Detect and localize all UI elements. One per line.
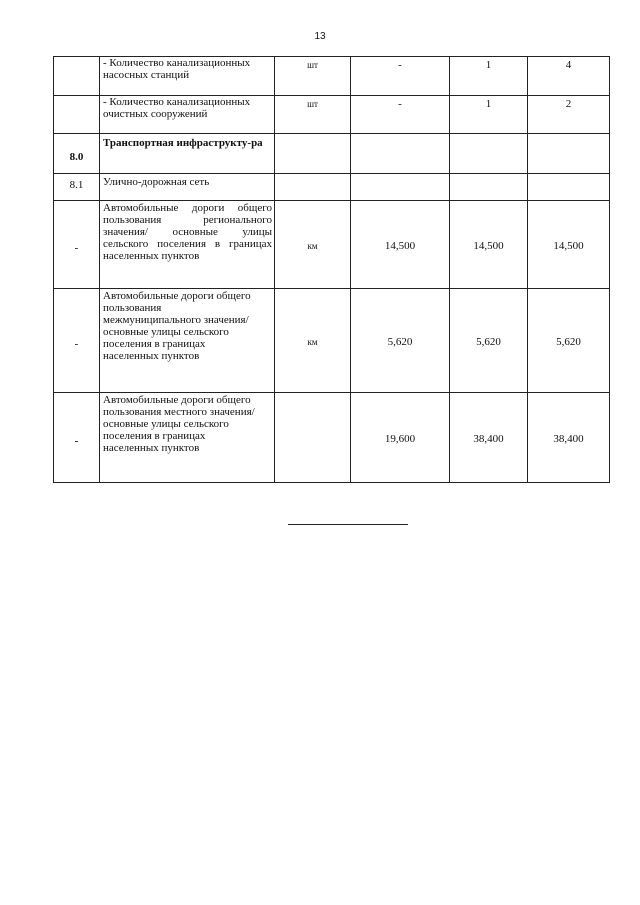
table-row bbox=[54, 57, 610, 96]
row-value-2 bbox=[450, 174, 528, 201]
row-value-2: 5,620 bbox=[450, 289, 528, 393]
row-unit bbox=[275, 134, 351, 174]
row-value-3: 38,400 bbox=[528, 393, 610, 483]
row-value-2: 1 bbox=[450, 57, 528, 96]
row-number bbox=[54, 57, 100, 96]
row-unit bbox=[275, 174, 351, 201]
row-name: Транспортная инфраструкту-ра bbox=[100, 134, 275, 174]
row-value-2 bbox=[450, 134, 528, 174]
row-value-1: - bbox=[351, 96, 450, 134]
row-value-3 bbox=[528, 134, 610, 174]
row-value-2: 1 bbox=[450, 96, 528, 134]
row-number: 8.0 bbox=[54, 134, 100, 174]
table-row bbox=[54, 201, 610, 289]
row-value-3: 4 bbox=[528, 57, 610, 96]
row-unit: шт bbox=[275, 57, 351, 96]
table-row bbox=[54, 289, 610, 393]
row-value-2: 38,400 bbox=[450, 393, 528, 483]
page-number: 13 bbox=[314, 31, 326, 42]
row-number: - bbox=[54, 201, 100, 289]
table-row bbox=[54, 174, 610, 201]
row-value-3: 5,620 bbox=[528, 289, 610, 393]
table-row bbox=[54, 96, 610, 134]
row-name: - Количество канализационных очистных сооружений bbox=[100, 96, 275, 134]
row-name: Автомобильные дороги общего пользования местного значения/ основные улицы сельского поселения в границах населенных пунктов bbox=[100, 393, 275, 483]
row-number: 8.1 bbox=[54, 174, 100, 201]
row-value-1 bbox=[351, 174, 450, 201]
table-row bbox=[54, 393, 610, 483]
row-unit: км bbox=[275, 289, 351, 393]
row-number bbox=[54, 96, 100, 134]
infrastructure-table bbox=[53, 56, 610, 483]
row-value-3 bbox=[528, 174, 610, 201]
row-value-2: 14,500 bbox=[450, 201, 528, 289]
row-value-1: 14,500 bbox=[351, 201, 450, 289]
row-unit: шт bbox=[275, 96, 351, 134]
end-of-document-line bbox=[288, 524, 408, 525]
row-value-3: 2 bbox=[528, 96, 610, 134]
row-unit bbox=[275, 393, 351, 483]
row-value-1: 19,600 bbox=[351, 393, 450, 483]
row-value-1 bbox=[351, 134, 450, 174]
row-name: Автомобильные дороги общего пользования межмуниципального значения/ основные улицы сельского поселения в границах населенных пунктов bbox=[100, 289, 275, 393]
row-value-1: - bbox=[351, 57, 450, 96]
row-name: - Количество канализационных насосных станций bbox=[100, 57, 275, 96]
row-name: Автомобильные дороги общего пользования регионального значения/ основные улицы сельского поселения в границах населенных пунктов bbox=[100, 201, 275, 289]
row-unit: км bbox=[275, 201, 351, 289]
row-name: Улично-дорожная сеть bbox=[100, 174, 275, 201]
row-number: - bbox=[54, 393, 100, 483]
row-value-1: 5,620 bbox=[351, 289, 450, 393]
row-number: - bbox=[54, 289, 100, 393]
row-value-3: 14,500 bbox=[528, 201, 610, 289]
table-row bbox=[54, 134, 610, 174]
